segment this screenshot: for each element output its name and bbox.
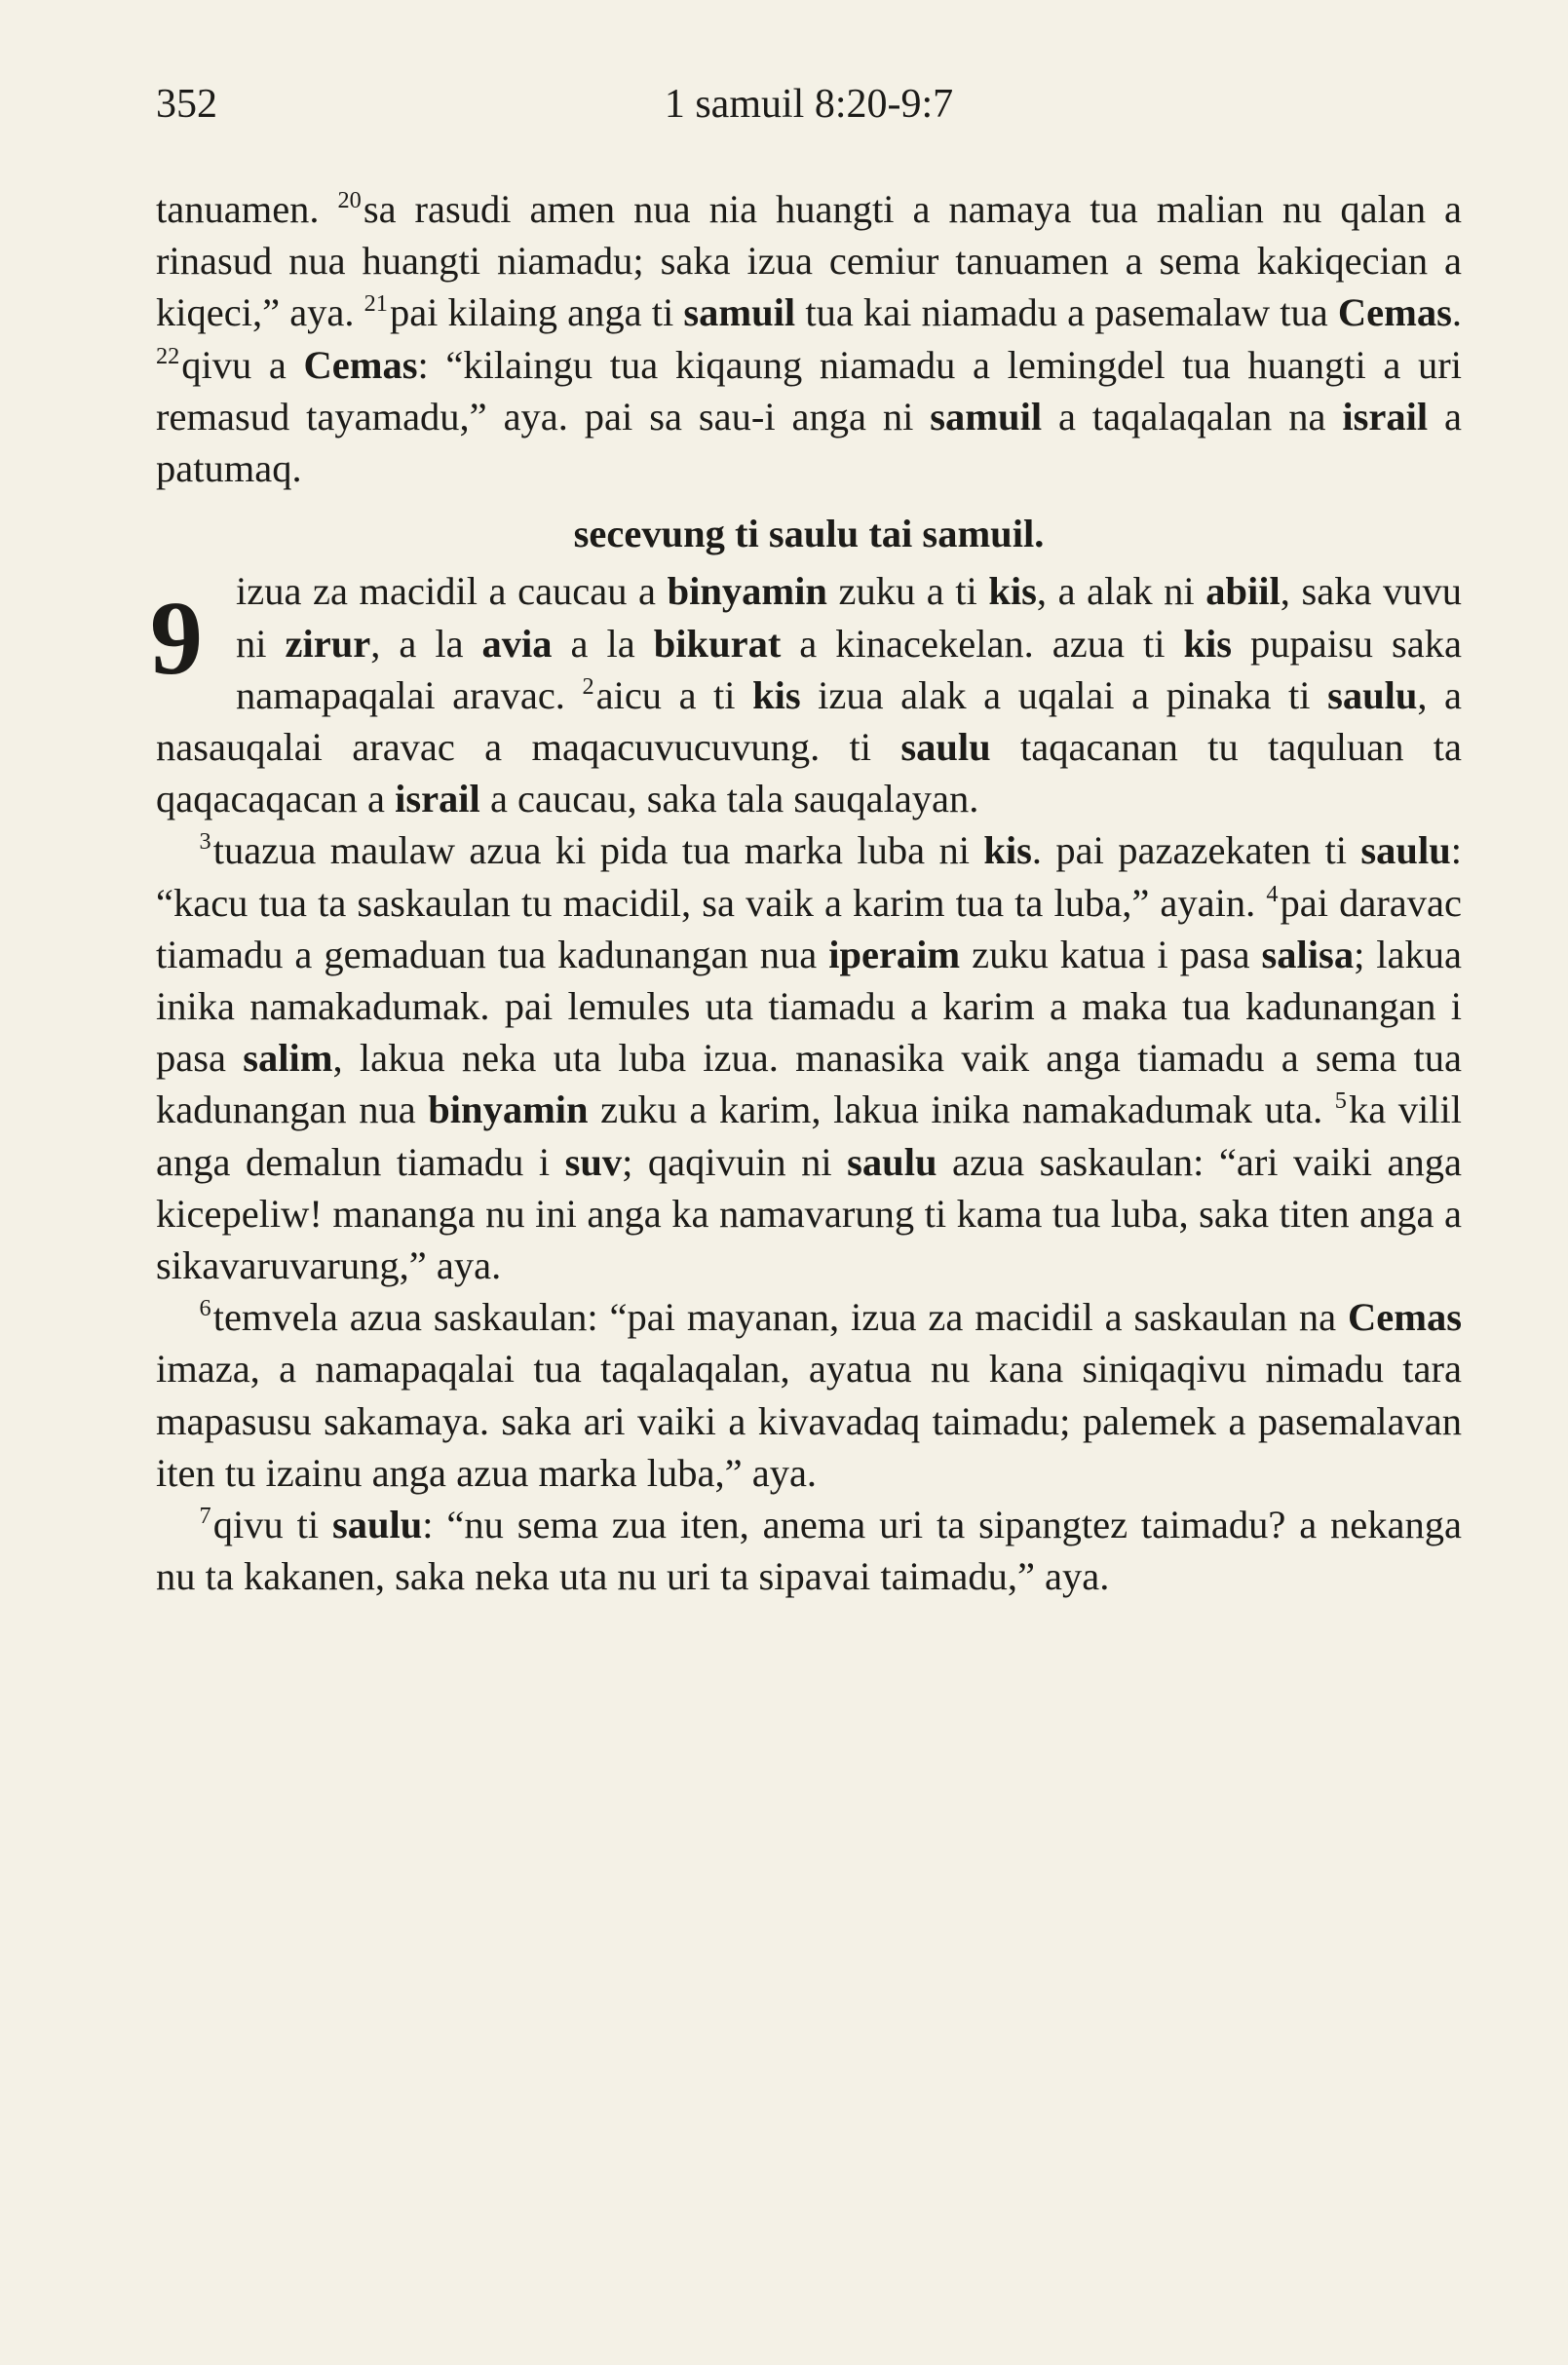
text-span: tua kai niamadu a pasemalaw tua <box>795 290 1338 335</box>
proper-name: israil <box>1342 394 1429 439</box>
proper-name: iperaim <box>828 932 961 976</box>
verse-number: 3 <box>199 828 211 856</box>
proper-name: kis <box>1183 621 1233 666</box>
text-span: . <box>1451 290 1462 335</box>
verse-number: 22 <box>156 342 180 369</box>
text-span: imaza, a namapaqalai tua taqalaqalan, ayatua nu kana siniqaqivu nimadu tara mapasusu sakamaya. saka ari vaiki a kivavadaq taimadu; palemek a pasemalavan iten tu izainu anga azua marka luba,” aya. <box>156 1347 1462 1495</box>
text-span: , a alak ni <box>1036 569 1206 614</box>
text-span: qivu a <box>181 342 304 387</box>
text-span: , a nasauqalai aravac a maqacuvucuvung. ti <box>156 672 1462 770</box>
proper-name: saulu <box>900 725 991 770</box>
text-span: a caucau, saka tala sauqalayan. <box>479 777 979 821</box>
proper-name: zirur <box>285 621 371 666</box>
proper-name: kis <box>752 672 801 717</box>
page-header <box>156 70 1462 138</box>
proper-name: abiil <box>1205 569 1281 614</box>
text-span: , lakua neka uta luba izua. manasika vaik anga tiamadu a sema tua kadunangan nua <box>156 1036 1462 1132</box>
proper-name: samuil <box>930 394 1043 439</box>
verse-number: 5 <box>1334 1087 1347 1115</box>
paragraph-ch9-6 <box>156 1291 1462 1499</box>
page-number: 352 <box>156 82 217 127</box>
verse-number: 2 <box>582 672 594 700</box>
verse-number: 6 <box>199 1295 211 1322</box>
proper-name: binyamin <box>667 569 827 614</box>
proper-name: Cemas <box>1348 1295 1462 1340</box>
text-span: : “kacu tua ta saskaulan tu macidil, sa vaik a karim tua ta luba,” ayain. <box>156 828 1462 925</box>
text-span: temvela azua saskaulan: “pai mayanan, izua za macidil a saskaulan na <box>212 1295 1349 1340</box>
text-span: qivu ti <box>212 1503 332 1547</box>
verse-number: 21 <box>363 290 388 318</box>
text-span: azua saskaulan: “ari vaiki anga kicepeliw! mananga nu ini anga ka namavarung ti kama tua luba, saka titen anga a sikavaruvarung,” aya. <box>156 1139 1462 1288</box>
text-span: , saka vuvu ni <box>236 569 1462 666</box>
text-span: pupaisu saka namapaqalai aravac. <box>236 621 1462 717</box>
proper-name: kis <box>983 828 1032 873</box>
section-heading: secevung ti saulu tai samuil. <box>573 512 1045 556</box>
proper-name: samuil <box>683 290 796 335</box>
verse-number: 4 <box>1266 880 1279 907</box>
text-span: tanuamen. <box>156 187 338 231</box>
text-span: sa rasudi amen nua nia huangti a namaya tua malian nu qalan a rinasud nua huangti niamadu; saka izua cemiur tanuamen a sema kakiqecian a kiqeci,” aya. <box>156 187 1463 335</box>
text-span: tuazua maulaw azua ki pida tua marka luba ni <box>212 828 984 873</box>
proper-name: avia <box>481 621 553 666</box>
proper-name: binyamin <box>428 1087 589 1132</box>
proper-name: kis <box>988 569 1037 614</box>
paragraph-ch9-1 <box>150 565 1462 824</box>
proper-name: saulu <box>331 1503 423 1547</box>
text-span: zuku katua i pasa <box>960 932 1262 976</box>
text-span: a patumaq. <box>156 394 1462 491</box>
paragraph-ch9-7 <box>156 1499 1462 1602</box>
verse-number: 7 <box>199 1503 211 1530</box>
paragraph-ch8-end <box>156 183 1462 494</box>
text-span: izua alak a uqalai a pinaka ti <box>800 672 1328 717</box>
text-span: ka vilil anga demalun tiamadu i <box>156 1087 1462 1184</box>
text-span: aicu a ti <box>595 672 753 717</box>
text-span: a taqalaqalan na <box>1042 394 1343 439</box>
text-span: ; qaqivuin ni <box>622 1139 848 1184</box>
text-span: zuku a karim, lakua inika namakadumak uta. <box>588 1087 1335 1132</box>
text-span: ; lakua inika namakadumak. pai lemules uta tiamadu a karim a maka tua kadunangan i pasa <box>156 932 1462 1081</box>
page-body <box>150 183 1463 1602</box>
proper-name: saulu <box>1360 828 1451 873</box>
proper-name: Cemas <box>303 342 418 387</box>
text-span: taqacanan tu taquluan ta qaqacaqacan a <box>156 725 1462 821</box>
text-span: a kinacekelan. azua ti <box>781 621 1184 666</box>
text-span: : “kilaingu tua kiqaung niamadu a lemingdel tua huangti a uri remasud tayamadu,” aya. pai sa sau-i anga ni <box>156 342 1462 439</box>
running-head: 1 samuil 8:20-9:7 <box>664 82 954 127</box>
verse-number: 20 <box>337 186 362 213</box>
text-span: , a la <box>370 621 482 666</box>
proper-name: salim <box>243 1036 333 1081</box>
text-span: izua za macidil a caucau a <box>236 569 668 614</box>
proper-name: saulu <box>847 1139 937 1184</box>
proper-name: saulu <box>1327 672 1418 717</box>
text-span: zuku a ti <box>826 569 989 614</box>
proper-name: Cemas <box>1337 290 1452 335</box>
text-span: pai daravac tiamadu a gemaduan tua kadunangan nua <box>156 880 1462 976</box>
text-span: . pai pazazekaten ti <box>1031 828 1361 873</box>
text-span: a la <box>552 621 654 666</box>
text-span: : “nu sema zua iten, anema uri ta sipangtez taimadu? a nekanga nu ta kakanen, saka neka uta nu uri ta sipavai taimadu,” aya. <box>156 1503 1462 1599</box>
paragraph-ch9-3 <box>156 824 1462 1291</box>
proper-name: israil <box>395 777 480 821</box>
proper-name: suv <box>564 1139 623 1184</box>
chapter-number: 9 <box>150 581 203 698</box>
proper-name: bikurat <box>653 621 782 666</box>
proper-name: salisa <box>1261 932 1355 976</box>
text-span: pai kilaing anga ti <box>389 290 684 335</box>
